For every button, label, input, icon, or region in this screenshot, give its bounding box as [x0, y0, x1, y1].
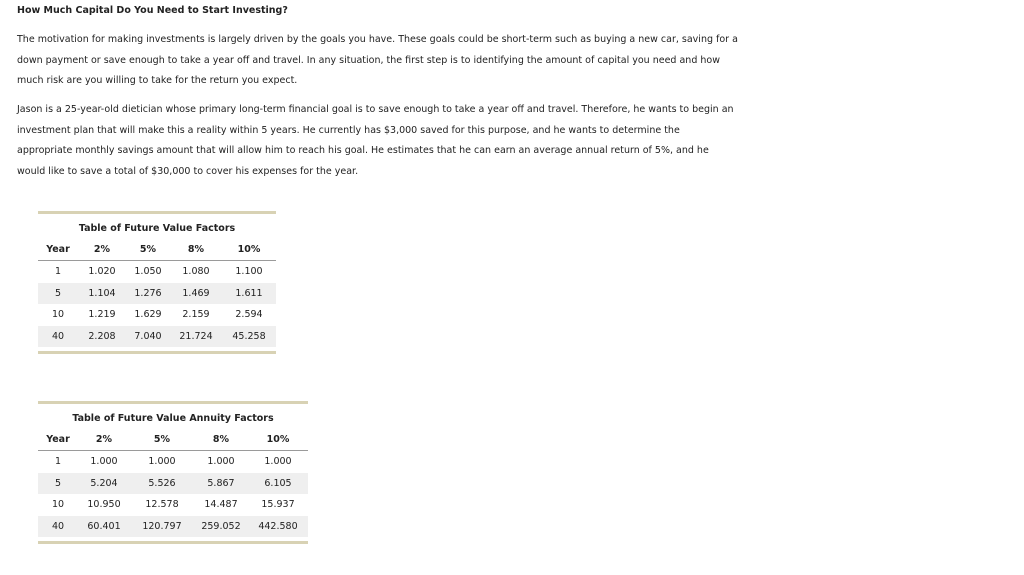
column-header: 8%	[194, 428, 248, 451]
paragraph-line: The motivation for making investments is largely driven by the goals you have. These goals could be short-term such as buying a new car, saving for a	[17, 34, 738, 45]
table-cell: 5.204	[78, 473, 130, 495]
table-row	[38, 451, 308, 473]
table-cell: 6.105	[248, 473, 308, 495]
table-cell: 1.100	[235, 266, 263, 278]
table-cell: 1	[54, 456, 62, 468]
table-cell: 259.052	[194, 516, 248, 538]
column-header: Year	[38, 238, 78, 261]
table-cell: 1.080	[182, 266, 210, 278]
table-row	[38, 261, 276, 283]
table-cell: 21.724	[170, 326, 222, 348]
table-row	[38, 304, 276, 326]
table-cell: 40	[38, 516, 78, 538]
table-cell: 5	[38, 283, 78, 305]
paragraph-line: much risk are you willing to take for the return you expect.	[17, 75, 298, 86]
column-header: 8%	[170, 238, 222, 261]
table-cell: 5	[38, 473, 78, 495]
table-cell: 1.629	[134, 309, 162, 321]
table-cell: 1	[54, 266, 62, 278]
table-cell: 5.867	[194, 473, 248, 495]
future-value-annuity-factors-table	[38, 428, 308, 537]
table-cell: 1.050	[134, 266, 162, 278]
fv-table-bottom-rule	[38, 351, 276, 354]
column-header: Year	[38, 428, 78, 451]
column-header: 10%	[222, 238, 276, 261]
paragraph-line: investment plan that will make this a reality within 5 years. He currently has $3,000 saved for this purpose, and he wants to determine the	[17, 124, 680, 136]
table-cell: 10	[51, 499, 65, 511]
table-row	[38, 326, 276, 348]
table-cell: 1.000	[264, 456, 292, 468]
table-cell: 10.950	[87, 499, 121, 511]
table-cell: 60.401	[78, 516, 130, 538]
table-cell: 1.469	[170, 283, 222, 305]
fva-table-top-rule	[38, 401, 308, 404]
fv-table-caption: Table of Future Value Factors	[78, 223, 236, 234]
paragraph-line: Jason is a 25-year-old dietician whose primary long-term financial goal is to save enough to take a year off and travel. Therefore, he wants to begin an	[17, 104, 734, 115]
table-cell: 2.208	[78, 326, 126, 348]
paragraph-line: down payment or save enough to take a year off and travel. In any situation, the first step is to identifying the amount of capital you need and how	[17, 54, 720, 66]
table-cell: 2.594	[235, 309, 263, 321]
table-cell: 12.578	[145, 499, 179, 511]
table-cell: 10	[51, 309, 65, 321]
table-cell: 1.611	[222, 283, 276, 305]
table-cell: 1.000	[90, 456, 118, 468]
table-cell: 45.258	[222, 326, 276, 348]
table-cell: 1.000	[207, 456, 235, 468]
table-cell: 1.020	[88, 266, 116, 278]
table-header-row	[38, 238, 276, 261]
table-header-row	[38, 428, 308, 451]
table-cell: 7.040	[126, 326, 170, 348]
table-cell: 442.580	[248, 516, 308, 538]
column-header: 2%	[78, 238, 126, 261]
table-cell: 2.159	[182, 309, 210, 321]
column-header: 5%	[126, 238, 170, 261]
table-row	[38, 494, 308, 516]
table-cell: 1.219	[88, 309, 116, 321]
fva-table-bottom-rule	[38, 541, 308, 544]
column-header: 2%	[78, 428, 130, 451]
future-value-factors-table	[38, 238, 276, 347]
table-cell: 5.526	[130, 473, 194, 495]
table-cell: 1.104	[78, 283, 126, 305]
page-title: How Much Capital Do You Need to Start Investing?	[17, 5, 288, 16]
paragraph-line: appropriate monthly savings amount that will allow him to reach his goal. He estimates that he can earn an average annual return of 5%, and he	[17, 145, 709, 156]
motivation-paragraph	[17, 30, 738, 92]
table-row	[38, 283, 276, 305]
table-cell: 1.000	[148, 456, 176, 468]
table-cell: 1.276	[126, 283, 170, 305]
jason-scenario-paragraph	[17, 100, 734, 182]
fva-table-caption: Table of Future Value Annuity Factors	[72, 413, 274, 424]
table-cell: 120.797	[130, 516, 194, 538]
table-cell: 15.937	[261, 499, 295, 511]
table-cell: 40	[38, 326, 78, 348]
table-row	[38, 516, 308, 538]
paragraph-line: would like to save a total of $30,000 to cover his expenses for the year.	[17, 165, 359, 177]
column-header: 5%	[130, 428, 194, 451]
table-cell: 14.487	[204, 499, 238, 511]
table-row	[38, 473, 308, 495]
fv-table-top-rule	[38, 211, 276, 214]
column-header: 10%	[248, 428, 308, 451]
